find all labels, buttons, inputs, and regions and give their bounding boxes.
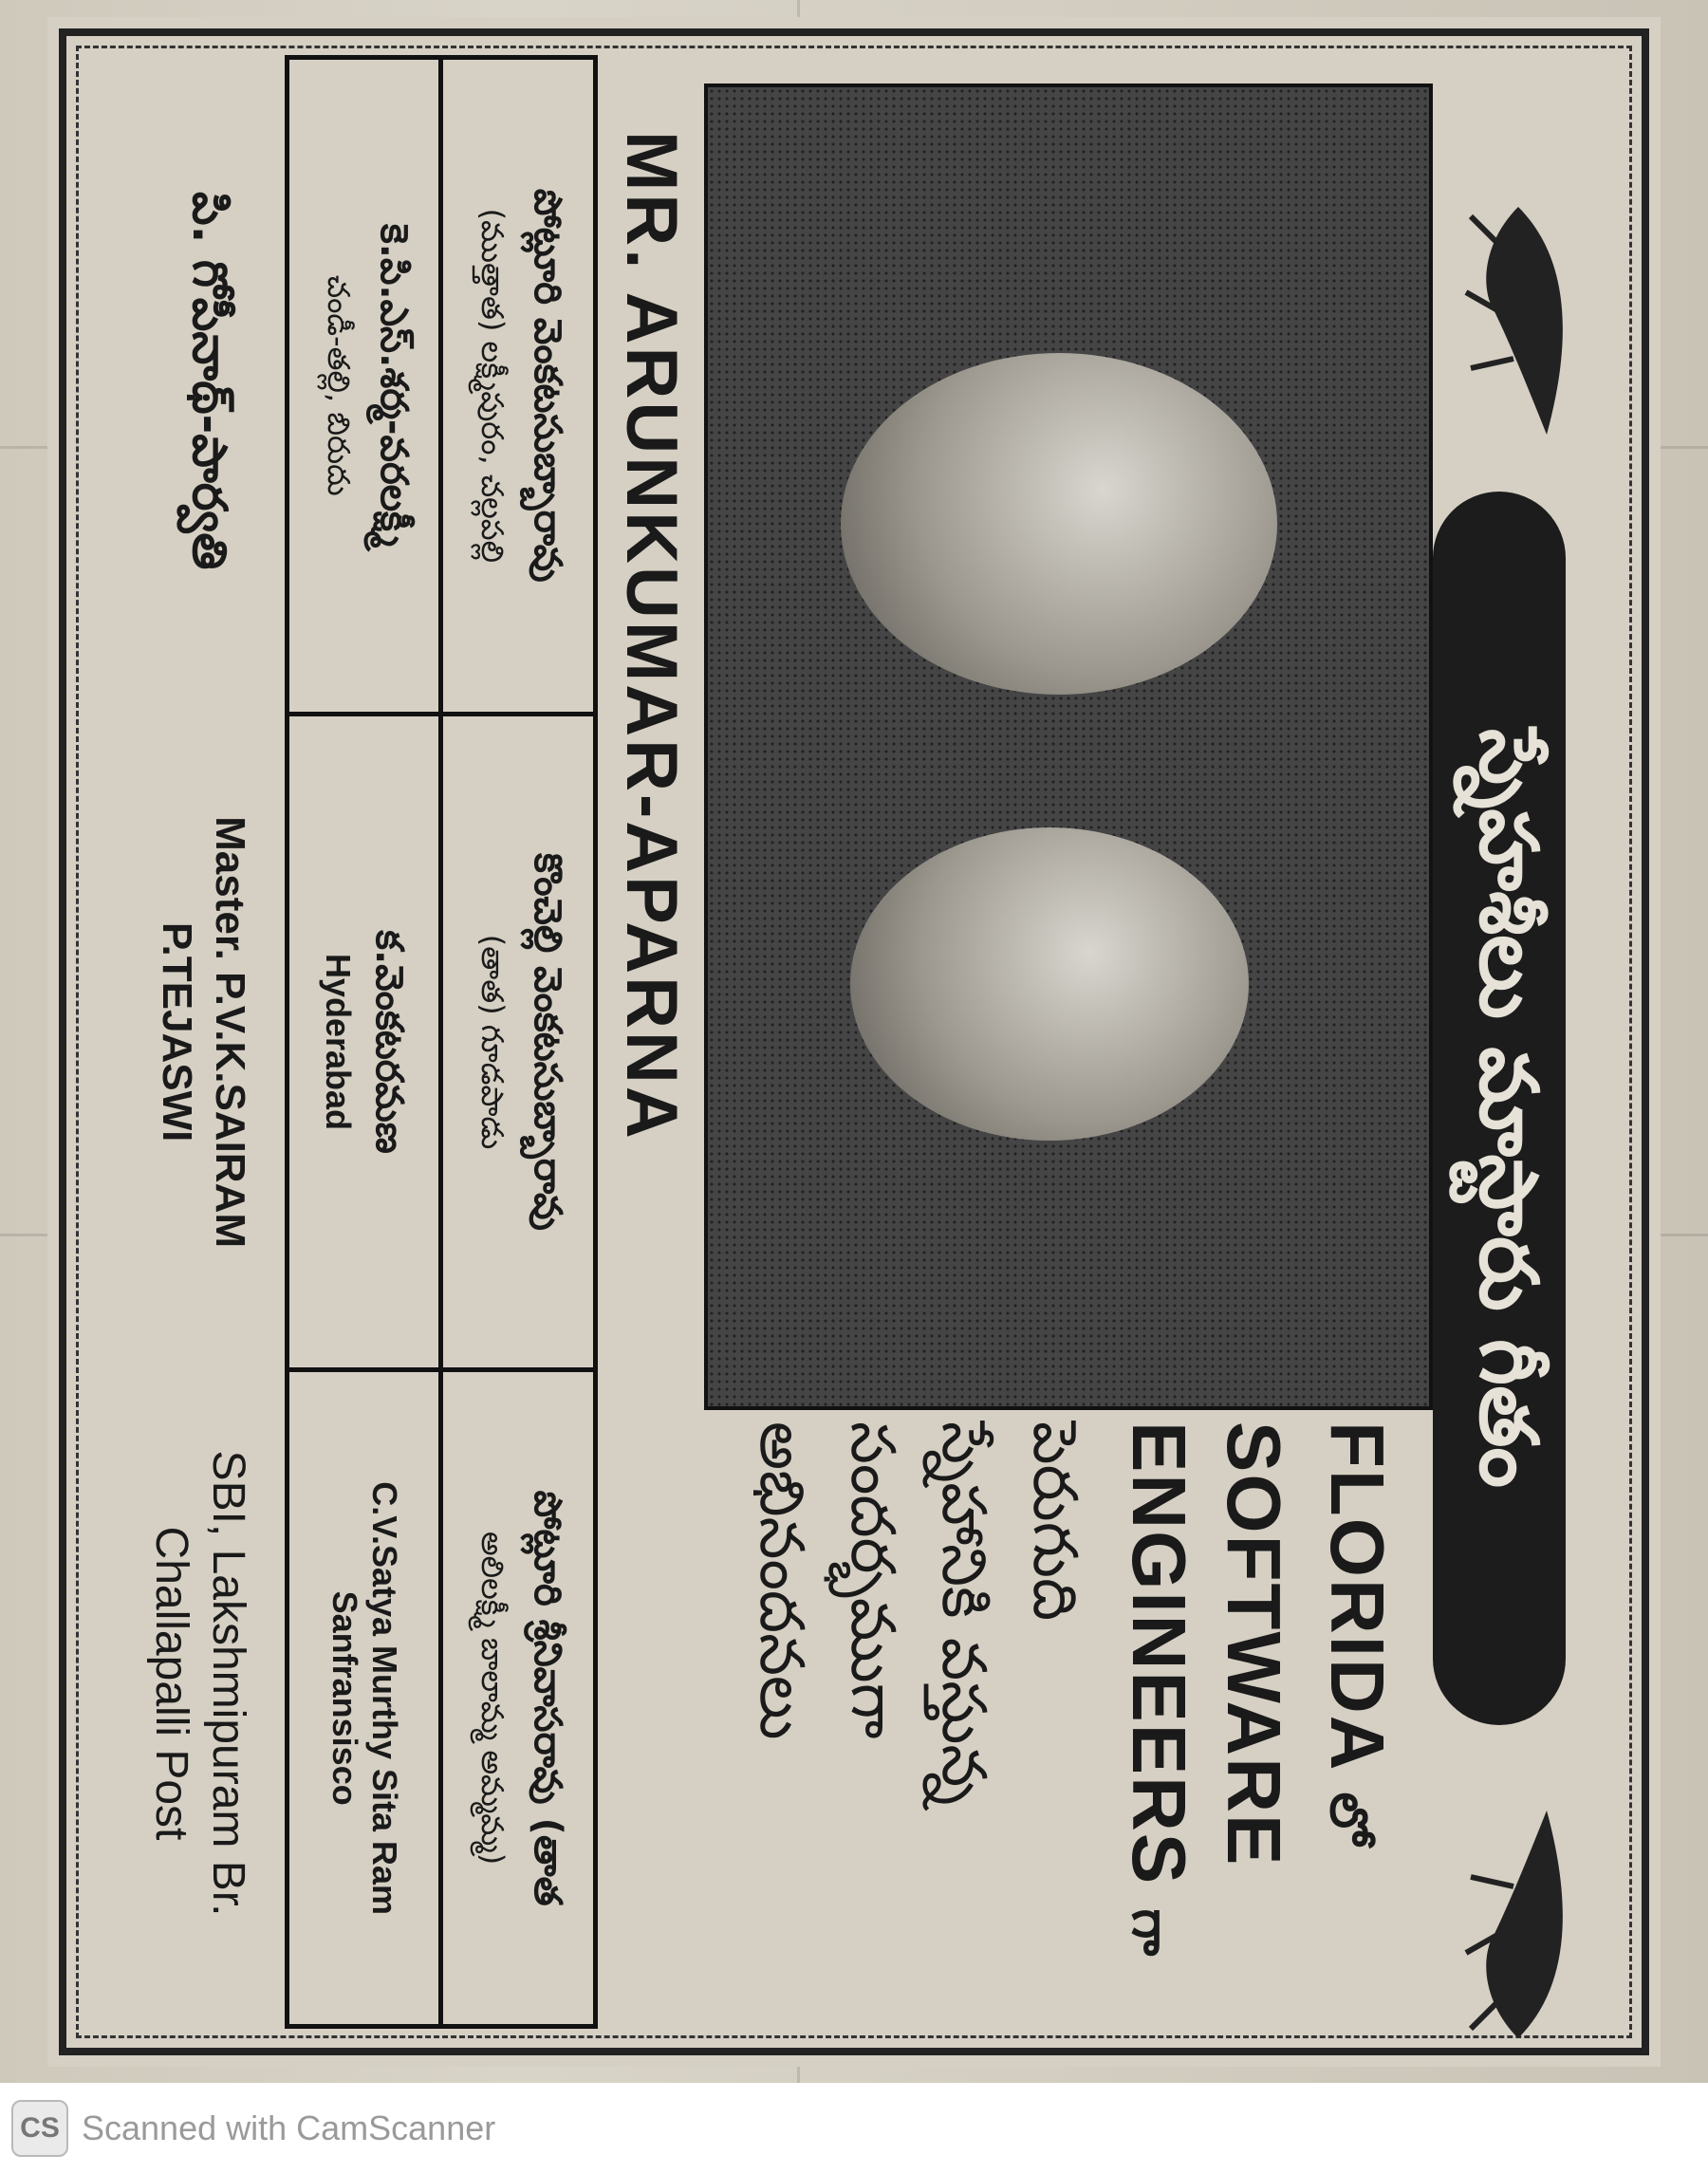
announcement-title: స్నేహశీలు మాస్టారు గీతం — [1433, 492, 1566, 1725]
cell-name: పోట్లూరి శ్రీనివాసరావు (తాత — [526, 1490, 570, 1906]
side-telugu-1: పెరుగుది — [1019, 1421, 1089, 1622]
cell-detail: (ముత్తాత) లక్ష్మీపురం, చల్లపల్లి — [474, 208, 511, 564]
cell-location: Sanfransisco — [325, 1590, 364, 1806]
table-cell — [441, 1370, 596, 2027]
side-line-1: FLORIDA లో — [1315, 1421, 1400, 1848]
address-line: SBI, Lakshmipuram Br. — [203, 1450, 253, 1917]
scanner-watermark-text: Scanned with CamScanner — [82, 2108, 496, 2147]
cell-location: Hyderabad — [318, 953, 358, 1131]
bottom-section — [95, 55, 266, 2029]
table-cell — [288, 58, 442, 715]
table-row — [288, 58, 442, 2027]
children-names — [95, 706, 266, 1357]
side-line-2: SOFTWARE — [1212, 1421, 1296, 1867]
address-line: Challapalli Post — [146, 1526, 196, 1841]
cell-name: పోట్లూరి వెంకటసుబ్బారావు — [526, 188, 570, 583]
bride-face — [850, 827, 1249, 1141]
couple-photo — [704, 84, 1433, 1410]
cell-detail: అలిలక్ష్మీ బాలామ్మ అమ్మమ్మ) — [474, 1532, 511, 1866]
side-telugu-3: సందర్భముగా — [837, 1421, 907, 1739]
address — [95, 1358, 266, 2009]
table-cell — [441, 714, 596, 1370]
cell-name: C.V.Satya Murthy Sita Ram — [364, 1481, 404, 1916]
camscanner-logo-icon: CS — [11, 2100, 68, 2157]
couple-names: MR. ARUNKUMAR-APARNA — [611, 131, 692, 1142]
cell-name: కె.పి.ఎస్.శర్మ-వరలక్ష్మీ — [371, 223, 416, 548]
cell-name: కొంచెల్లి వెంకటసుబ్బారావు — [526, 853, 570, 1231]
side-line-3: ENGINEERS గా — [1117, 1421, 1201, 1959]
table-cell — [288, 714, 442, 1370]
left-bird-icon — [1461, 197, 1604, 444]
right-bird-icon — [1461, 1801, 1604, 2048]
cell-detail: (తాత) గూడపాడు — [474, 934, 511, 1150]
table-cell — [441, 58, 596, 715]
side-message — [738, 1421, 1404, 2010]
cell-name: క.వెంకటరమణ — [366, 930, 411, 1154]
child-name: Master. P.V.K.SAIRAM — [207, 816, 253, 1249]
side-telugu-4: అభినందనలు — [746, 1421, 816, 1740]
groom-face — [841, 353, 1277, 695]
newspaper-clipping — [47, 17, 1661, 2067]
family-table — [285, 55, 598, 2029]
table-row — [441, 58, 596, 2027]
table-cell — [288, 1370, 442, 2027]
cell-detail: చండీ-తల్లి, బిరుదు — [320, 274, 357, 496]
parents-names: పి. గోపీనాథ్-పార్వతి — [182, 191, 237, 570]
side-telugu-2: స్నేహానికి వస్తున్న — [928, 1421, 998, 1806]
scanner-footer — [0, 2083, 1708, 2173]
child-name: P.TEJASWI — [154, 921, 200, 1142]
